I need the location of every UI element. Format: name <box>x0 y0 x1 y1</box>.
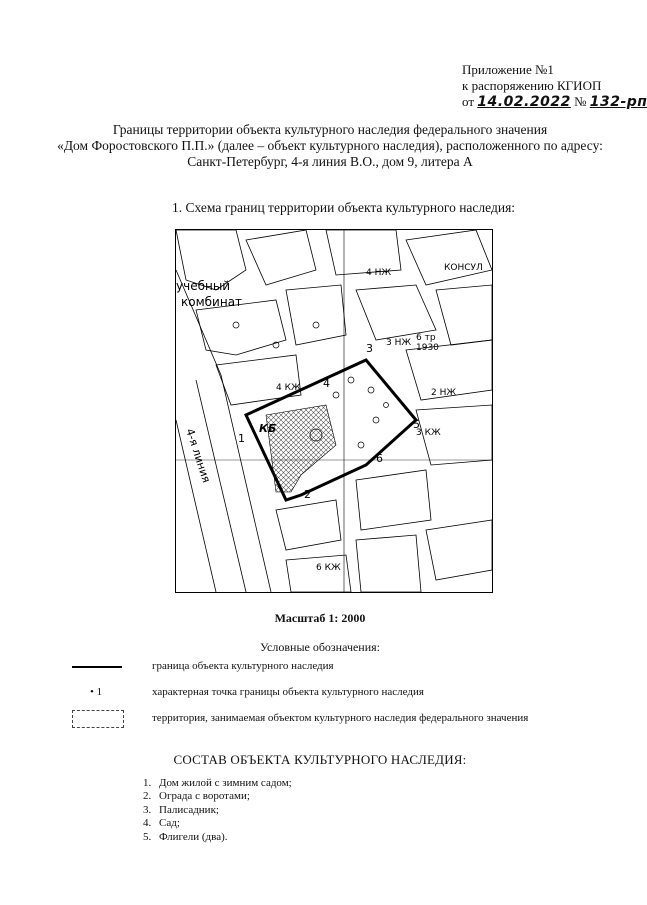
list-item <box>143 831 292 844</box>
list-item-text: Ограда с воротами; <box>159 790 250 803</box>
list-item-number: 2. <box>143 790 152 803</box>
map-label-building: 4 КЖ <box>276 383 301 393</box>
map-label-kb: КБ <box>259 422 277 435</box>
scheme-heading: 1. Схема границ территории объекта культурного наследия: <box>172 200 516 215</box>
boundary-map <box>175 229 493 593</box>
title-line2: «Дом Форостовского П.П.» (далее – объект культурного наследия), расположенного по адресу: <box>57 138 603 153</box>
map-label-building: 2 НЖ <box>431 388 457 398</box>
map-label-kombinat: учебный <box>176 279 231 293</box>
point-label: 1 <box>238 432 245 445</box>
map-label-building: 4 НЖ <box>366 268 392 278</box>
appendix-date-line <box>462 94 647 110</box>
list-item <box>143 817 292 830</box>
legend-text: граница объекта культурного наследия <box>152 660 334 672</box>
list-item <box>143 804 292 817</box>
appendix-header <box>462 62 647 110</box>
legend-text: характерная точка границы объекта культурного наследия <box>152 686 424 698</box>
list-item-text: Дом жилой с зимним садом; <box>159 777 292 789</box>
handwritten-number: 132-рп <box>589 94 647 110</box>
legend-text: территория, занимаемая объектом культурного наследия федерального значения <box>152 712 529 724</box>
map-label-building: 6 тр <box>416 333 436 343</box>
legend-title: Условные обозначения: <box>259 640 381 654</box>
map-label-building: 3 НЖ <box>386 338 412 348</box>
point-label: 3 <box>366 342 373 355</box>
point-label: 5 <box>413 418 420 431</box>
point-symbol: • 1 <box>90 686 103 698</box>
map-svg <box>176 230 492 592</box>
boundary-line-symbol <box>72 666 122 668</box>
list-item-number: 4. <box>143 817 152 830</box>
list-item-text: Палисадник; <box>159 803 219 816</box>
handwritten-date: 14.02.2022 <box>477 94 571 110</box>
map-label-building: 6 КЖ <box>316 563 341 573</box>
map-label-building: КОНСУЛ <box>444 263 483 273</box>
date-prefix: от <box>462 94 475 109</box>
map-label-building: 3 КЖ <box>416 428 441 438</box>
list-item-text: Сад; <box>159 817 180 830</box>
map-label-kombinat: комбинат <box>181 295 243 309</box>
list-item <box>143 790 292 803</box>
territory-box-symbol <box>72 710 124 728</box>
list-item-text: Флигели (два). <box>159 830 228 843</box>
point-label: 6 <box>376 452 383 465</box>
map-label-building: 1930 <box>416 343 439 353</box>
title-line1: Границы территории объекта культурного наследия федерального значения <box>112 122 548 137</box>
composition-heading: СОСТАВ ОБЪЕКТА КУЛЬТУРНОГО НАСЛЕДИЯ: <box>173 752 467 767</box>
appendix-line1: Приложение №1 <box>462 62 554 77</box>
point-label: 4 <box>323 377 330 390</box>
appendix-line2: к распоряжению КГИОП <box>462 78 602 93</box>
list-item-number: 1. <box>143 777 152 789</box>
document-title <box>40 122 620 170</box>
list-item-number: 5. <box>143 830 152 843</box>
list-item <box>143 777 292 790</box>
map-label-street: 4-я линия <box>183 426 213 485</box>
composition-list <box>143 777 292 844</box>
number-prefix: № <box>574 94 587 109</box>
list-item-number: 3. <box>143 803 152 816</box>
title-line3: Санкт-Петербург, 4-я линия В.О., дом 9, литера А <box>187 154 473 169</box>
scale-label: Масштаб 1: 2000 <box>274 611 366 625</box>
point-label: 2 <box>304 488 311 501</box>
